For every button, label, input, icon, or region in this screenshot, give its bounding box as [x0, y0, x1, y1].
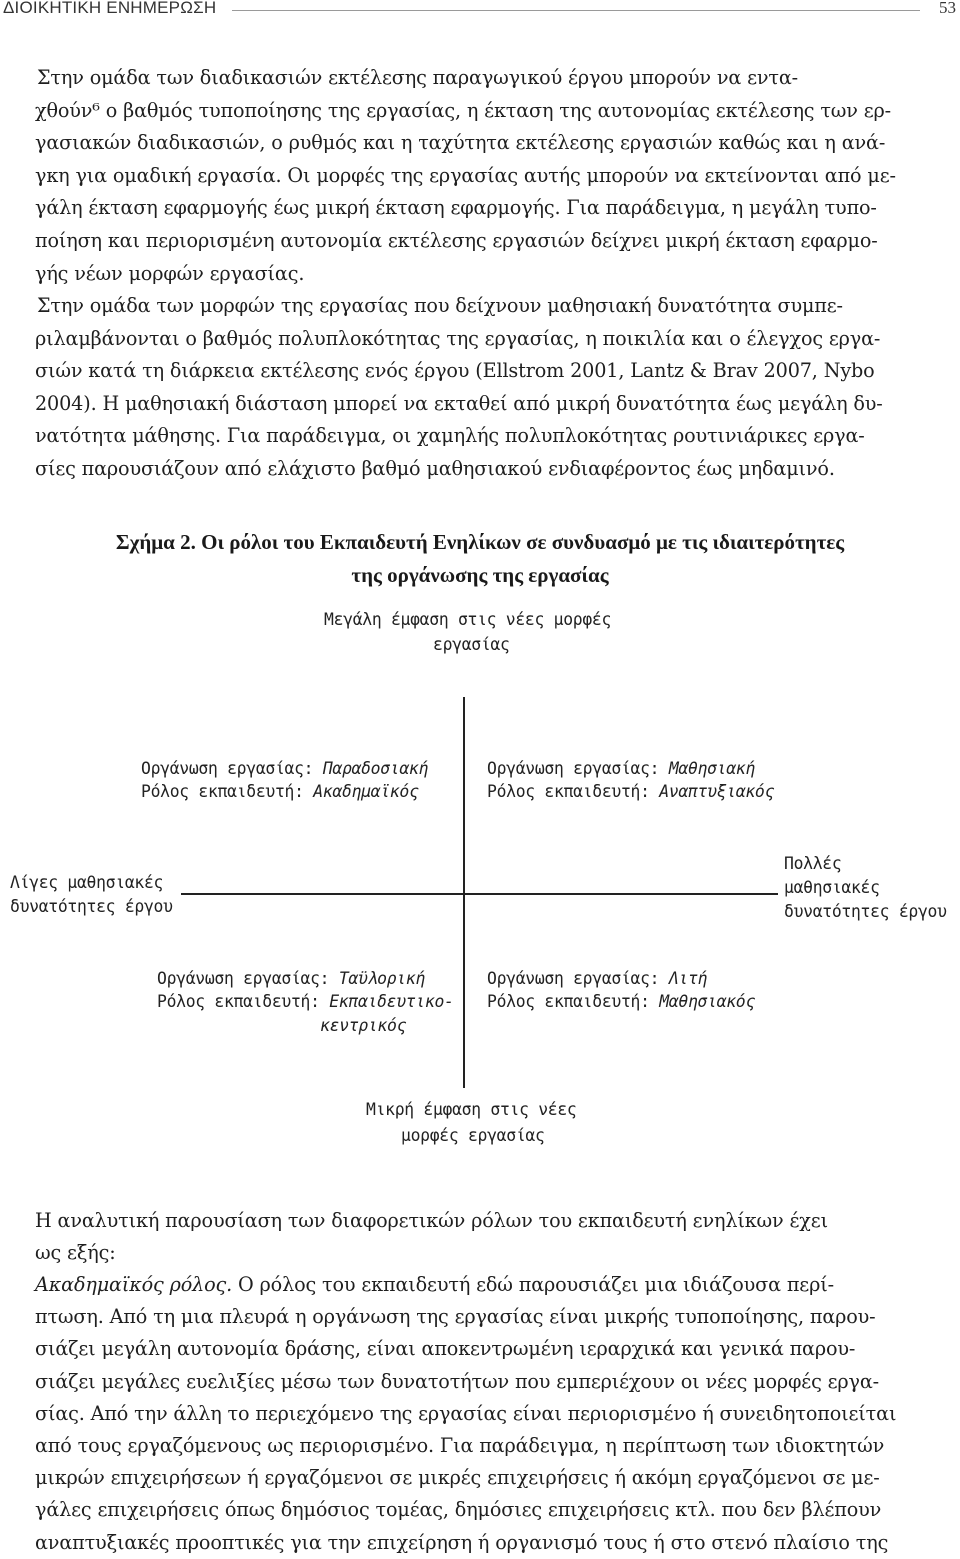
role-value: Μαθησιακός	[659, 992, 755, 1011]
quadrant-top-left-role	[141, 780, 418, 803]
paragraph-line: Η αναλυτική παρουσίαση των διαφορετικών ρόλων του εκπαιδευτή ενηλίκων έχει	[35, 1209, 828, 1232]
left-axis-label-line-2: δυνατότητες έργου	[10, 897, 173, 916]
quadrant-bottom-left-role	[157, 990, 454, 1013]
org-value: Μαθησιακή	[668, 759, 755, 778]
role-label: Ρόλος εκπαιδευτή:	[157, 992, 320, 1011]
right-axis-label-line-2: μαθησιακές	[784, 878, 880, 897]
paragraph-line: Στην ομάδα των διαδικασιών εκτέλεσης παραγωγικού έργου μπορούν να εντα-	[37, 66, 799, 89]
paragraph-line: Στην ομάδα των μορφών της εργασίας που δείχνουν μαθησιακή δυνατότητα συμπε-	[37, 294, 843, 317]
paragraph-line: σιάζει μεγάλες ευελιξίες μέσω των δυνατοτήτων που εμπεριέχουν οι νέες μορφές εργα-	[35, 1369, 879, 1393]
running-header: ΔΙΟΙΚΗΤΙΚΗ ΕΝΗΜΕΡΩΣΗ	[3, 0, 217, 17]
horizontal-axis	[181, 893, 778, 895]
paragraph-line: νατότητα μάθησης. Για παράδειγμα, οι χαμηλής πολυπλοκότητας ρουτινιάρικες εργα-	[35, 424, 865, 448]
paragraph-line: ως εξής:	[35, 1241, 116, 1265]
quadrant-bottom-left-organization	[157, 967, 425, 990]
paragraph-2	[35, 290, 960, 486]
role-value: Ακαδημαϊκός	[313, 782, 419, 801]
org-value: Ταϋλορική	[338, 969, 425, 988]
org-value: Παραδοσιακή	[322, 759, 429, 778]
paragraph-line: γάλη έκταση εφαρμογής έως μικρή έκταση εφαρμογής. Για παράδειγμα, η μεγάλη τυπο-	[35, 196, 877, 220]
paragraph-line: σίες παρουσιάζουν από ελάχιστο βαθμό μαθησιακού ενδιαφέροντος έως μηδαμινό.	[35, 456, 835, 480]
role-value: Εκπαιδευτικο-	[329, 992, 454, 1011]
header-rule	[232, 10, 920, 11]
section-lead: Ακαδημαϊκός ρόλος.	[35, 1273, 233, 1296]
quadrant-top-left-organization	[141, 757, 428, 780]
org-label: Οργάνωση εργασίας:	[487, 759, 660, 778]
paragraph-3	[35, 1205, 960, 1269]
paragraph-line: γής νέων μορφών εργασίας.	[35, 261, 305, 285]
paragraph-line: ριλαμβάνονται ο βαθμός πολυπλοκότητας της εργασίας, η ποικιλία και ο έλεγχος εργα-	[35, 326, 881, 350]
page-number: 53	[939, 0, 956, 17]
paragraph-line: ποίηση και περιορισμένη αυτονομία εκτέλεσης εργασιών δείχνει μικρή έκταση εφαρμο-	[35, 228, 878, 252]
org-label: Οργάνωση εργασίας:	[141, 759, 314, 778]
quadrant-bottom-right-organization	[487, 967, 707, 990]
paragraph-line: γκη για ομαδική εργασία. Οι μορφές της εργασίας αυτής μπορούν να εκτείνονται από με-	[35, 163, 896, 187]
bottom-axis-label-line-2: μορφές εργασίας	[401, 1126, 545, 1145]
role-label: Ρόλος εκπαιδευτή:	[141, 782, 304, 801]
role-label: Ρόλος εκπαιδευτή:	[487, 782, 650, 801]
paragraph-1	[35, 62, 960, 290]
paragraph-line: 2004). Η μαθησιακή διάσταση μπορεί να εκταθεί από μικρή δυνατότητα έως μεγάλη δυ-	[35, 391, 883, 415]
bottom-axis-label-line-1: Μικρή έμφαση στις νέες	[366, 1100, 577, 1119]
org-value: Λιτή	[668, 969, 708, 988]
paragraph-line	[35, 1269, 960, 1301]
org-label: Οργάνωση εργασίας:	[487, 969, 660, 988]
org-label: Οργάνωση εργασίας:	[157, 969, 330, 988]
figure-title-line-1: Σχήμα 2. Οι ρόλοι του Εκπαιδευτή Ενηλίκων σε συνδυασμό με τις ιδιαιτερότητες	[115, 530, 845, 554]
paragraph-line: μικρών επιχειρήσεων ή εργαζόμενοι σε μικρές επιχειρήσεις ή ακόμη εργαζόμενοι σε με-	[35, 1466, 880, 1490]
paragraph-line: από τους εργαζόμενους ως περιορισμένο. Για παράδειγμα, η περίπτωση των ιδιοκτητών	[35, 1434, 885, 1458]
paragraph-line: γάλες επιχειρήσεις όπως δημόσιος τομέας, δημόσιες επιχειρήσεις κτλ. που δεν βλέπουν	[35, 1498, 882, 1522]
paragraph-text: Ο ρόλος του εκπαιδευτή εδώ παρουσιάζει μια ιδιάζουσα περί-	[232, 1273, 834, 1296]
quadrant-top-right-role	[487, 780, 774, 803]
top-axis-label-line-2: εργασίας	[433, 635, 510, 654]
role-label: Ρόλος εκπαιδευτή:	[487, 992, 650, 1011]
paragraph-line: χθούν⁶ ο βαθμός τυποποίησης της εργασίας, η έκταση της αυτονομίας εκτέλεσης των ερ-	[35, 98, 892, 122]
paragraph-line: αναπτυξιακές προοπτικές για την επιχείρηση ή οργανισμό τους ή στο στενό πλαίσιο της	[35, 1530, 889, 1554]
role-value-continued: κεντρικός	[320, 1016, 407, 1035]
paragraph-4	[35, 1269, 960, 1559]
quadrant-bottom-right-role	[487, 990, 755, 1013]
paragraph-line: γασιακών διαδικασιών, ο ρυθμός και η ταχύτητα εκτέλεσης εργασιών καθώς και η ανά-	[35, 131, 886, 155]
role-value: Αναπτυξιακός	[659, 782, 775, 801]
paragraph-line: σίας. Από την άλλη το περιεχόμενο της εργασίας είναι περιορισμένο ή συνειδητοποιείται	[35, 1401, 897, 1425]
right-axis-label-line-1: Πολλές	[784, 854, 842, 873]
figure-title-line-2: της οργάνωσης της εργασίας	[351, 563, 609, 587]
paragraph-line: πτωση. Από τη μια πλευρά η οργάνωση της εργασίας είναι μικρής τυποποίησης, παρου-	[35, 1305, 876, 1329]
paragraph-line: σιών κατά τη διάρκεια εκτέλεσης ενός έργου (Ellstrom 2001, Lantz & Brav 2007, Nybo	[35, 359, 875, 383]
quadrant-top-right-organization	[487, 757, 755, 780]
quadrant-bottom-left-role-continued	[320, 1014, 406, 1037]
top-axis-label-line-1: Μεγάλη έμφαση στις νέες μορφές	[324, 610, 612, 629]
right-axis-label-line-3: δυνατότητες έργου	[784, 902, 947, 921]
left-axis-label-line-1: Λίγες μαθησιακές	[10, 873, 164, 892]
paragraph-line: σιάζει μεγάλη αυτονομία δράσης, είναι αποκεντρωμένη ιεραρχικά και γενικά παρου-	[35, 1337, 856, 1361]
